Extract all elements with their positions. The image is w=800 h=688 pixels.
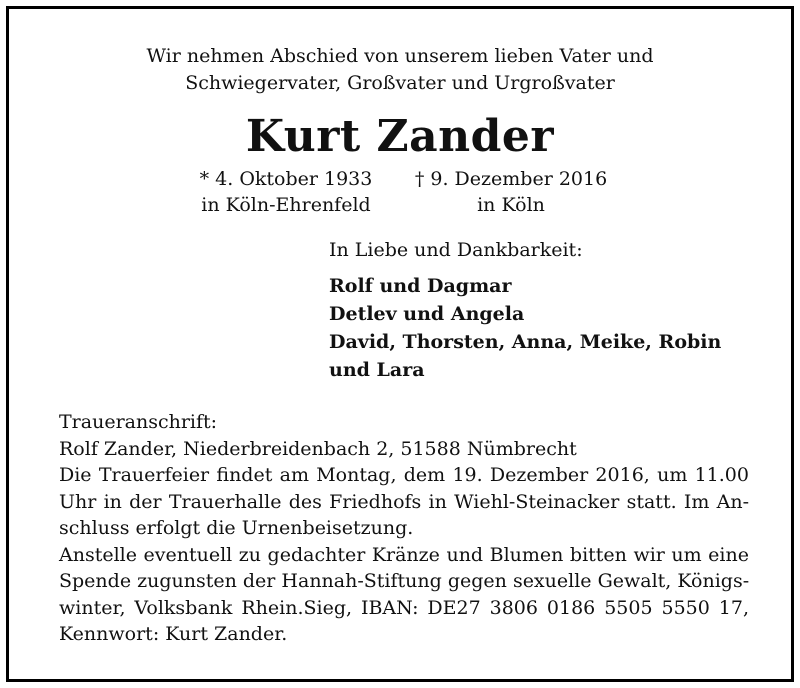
death-date: † 9. Dezember 2016 [414,168,608,190]
details-line: Uhr in der Trauerhalle des Friedhofs in Wiehl-Steinacker statt. Im An- [59,490,749,513]
funeral-details [59,409,749,648]
death-place: in Köln [477,194,545,216]
intro-line-1: Wir nehmen Abschied von unserem lieben Vater und [146,45,654,67]
address-heading: Traueranschrift: [59,411,218,433]
details-line: Anstelle eventuell zu gedachter Kränze und Blumen bitten wir um eine [59,543,749,566]
mourners-heading: In Liebe und Dankbarkeit: [329,239,583,261]
birth-date: * 4. Oktober 1933 [199,168,373,190]
intro-line-2: Schwiegervater, Großvater und Urgroßvater [185,72,615,94]
details-line: Kennwort: Kurt Zander. [59,623,288,645]
birth-info [166,166,406,218]
mourner-line: David, Thorsten, Anna, Meike, Robin [329,331,722,353]
mourner-line: und Lara [329,359,425,381]
details-line: Die Trauerfeier findet am Montag, dem 19. Dezember 2016, um 11.00 [59,464,749,486]
mourners-block [329,237,769,384]
mourner-line: Detlev und Angela [329,303,525,325]
birth-place: in Köln-Ehrenfeld [201,194,371,216]
details-line: Spende zugunsten der Hannah-Stiftung gegen sexuelle Gewalt, Königs- [59,570,750,592]
details-line: winter, Volksbank Rhein.Sieg, IBAN: DE27 3806 0186 5505 5550 17, [59,596,749,619]
obituary-notice [6,6,794,682]
address-line: Rolf Zander, Niederbreidenbach 2, 51588 Nümbrecht [59,437,577,460]
mourner-line: Rolf und Dagmar [329,275,512,297]
deceased-name: Kurt Zander [245,111,555,162]
details-line: schluss erfolgt die Urnenbeisetzung. [59,517,414,539]
death-info [391,166,631,218]
